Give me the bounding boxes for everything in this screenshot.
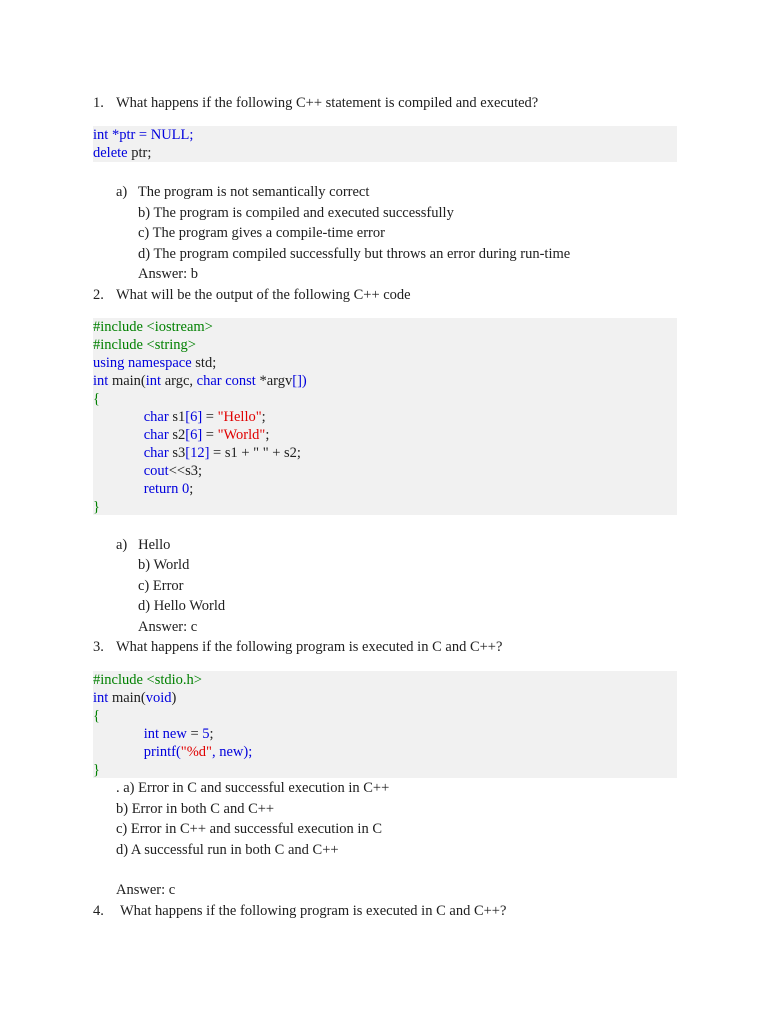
code-token: = s1 + " " + s2; — [209, 445, 301, 461]
code-token: ; — [265, 427, 270, 443]
code-line — [93, 689, 677, 707]
code-line — [93, 725, 677, 743]
code-token: s1 — [168, 409, 186, 425]
q2-answer: Answer: c — [138, 619, 198, 635]
code-token: #include <string> — [93, 337, 196, 353]
code-line — [93, 372, 677, 390]
code-token: char — [93, 427, 169, 443]
code-token: "Hello" — [217, 409, 262, 425]
code-token: printf( — [93, 744, 181, 760]
q2-option-d: d) Hello World — [138, 598, 226, 614]
code-token: ) — [171, 690, 177, 706]
q1-option-c: c) The program gives a compile-time error — [138, 225, 385, 241]
code-line — [93, 408, 677, 426]
code-token: char — [93, 445, 169, 461]
code-token: ; — [209, 726, 214, 742]
code-token: s2 — [168, 427, 186, 443]
code-token: ; — [261, 409, 266, 425]
code-line — [93, 761, 677, 779]
q3-option-d: d) A successful run in both C and C++ — [116, 842, 339, 858]
code-token: char const — [196, 373, 256, 389]
code-line — [93, 743, 677, 761]
code-token: void — [145, 690, 172, 706]
code-token: using namespace — [93, 355, 192, 371]
code-token: , new); — [211, 744, 253, 760]
code-token: } — [93, 762, 100, 778]
q3-option-c: c) Error in C++ and successful execution in C — [116, 821, 383, 837]
code-token: main( — [108, 373, 146, 389]
code-line — [93, 354, 677, 372]
code-line — [93, 318, 677, 336]
code-token: [6] — [185, 427, 203, 443]
code-token: int — [93, 127, 109, 143]
code-token: } — [93, 499, 100, 515]
q3-number: 3. — [93, 639, 104, 655]
q2-text: What will be the output of the following C++ code — [116, 287, 411, 303]
code-line — [93, 480, 677, 498]
code-token: int — [93, 373, 109, 389]
code-token: []) — [292, 373, 307, 389]
code-token: = — [186, 726, 203, 742]
code-line — [93, 498, 677, 516]
code-line — [93, 336, 677, 354]
code-line — [93, 671, 677, 689]
code-line — [93, 390, 677, 408]
code-token: std; — [191, 355, 217, 371]
q1-option-b: b) The program is compiled and executed successfully — [138, 205, 454, 221]
code-token: delete — [93, 145, 128, 161]
code-token: [6] — [185, 409, 203, 425]
code-token: main( — [108, 690, 146, 706]
q1-text: What happens if the following C++ statement is compiled and executed? — [116, 95, 539, 111]
code-token: NULL — [150, 127, 190, 143]
code-token: [12] — [185, 445, 210, 461]
q1-answer: Answer: b — [138, 266, 199, 282]
q3-option-a: . a) Error in C and successful execution in C++ — [116, 780, 390, 796]
code-token: #include <stdio.h> — [93, 672, 202, 688]
code-token: int new — [93, 726, 187, 742]
q1-number: 1. — [93, 95, 104, 111]
code-token: { — [93, 708, 100, 724]
code-token: s3 — [168, 445, 186, 461]
q3-option-b: b) Error in both C and C++ — [116, 801, 275, 817]
code-token: "World" — [217, 427, 266, 443]
code-token: int — [145, 373, 162, 389]
code-line — [93, 144, 677, 162]
q2-option-a: a) Hello — [116, 537, 171, 553]
code-token: ptr; — [127, 145, 152, 161]
q1-option-d: d) The program compiled successfully but throws an error during run-time — [138, 246, 571, 262]
code-token: #include <iostream> — [93, 319, 213, 335]
code-line — [93, 126, 677, 144]
code-token: { — [93, 391, 100, 407]
q1-option-a: a) The program is not semantically correct — [116, 184, 370, 200]
q3-code-block — [93, 671, 677, 778]
code-token: = — [202, 427, 218, 443]
q2-option-b: b) World — [138, 557, 190, 573]
code-line — [93, 426, 677, 444]
code-line — [93, 444, 677, 462]
code-token: *ptr = — [108, 127, 151, 143]
code-line — [93, 462, 677, 480]
code-token: argc, — [161, 373, 197, 389]
q2-option-c: c) Error — [138, 578, 184, 594]
code-token: *argv — [255, 373, 293, 389]
q4-text: What happens if the following program is executed in C and C++? — [120, 903, 507, 919]
q3-text: What happens if the following program is executed in C and C++? — [116, 639, 503, 655]
code-token: <<s3; — [168, 463, 202, 479]
q2-number: 2. — [93, 287, 104, 303]
code-token: ; — [189, 127, 194, 143]
code-line — [93, 707, 677, 725]
code-token: return 0 — [93, 481, 190, 497]
code-token: cout — [93, 463, 169, 479]
q2-code-block — [93, 318, 677, 515]
q1-code-block — [93, 126, 677, 162]
code-token: "%d" — [180, 744, 212, 760]
q3-answer: Answer: c — [116, 882, 176, 898]
q4-number: 4. — [93, 903, 104, 919]
code-token: int — [93, 690, 109, 706]
code-token: char — [93, 409, 169, 425]
code-token: = — [202, 409, 218, 425]
code-token: 5 — [202, 726, 210, 742]
code-token: ; — [189, 481, 194, 497]
